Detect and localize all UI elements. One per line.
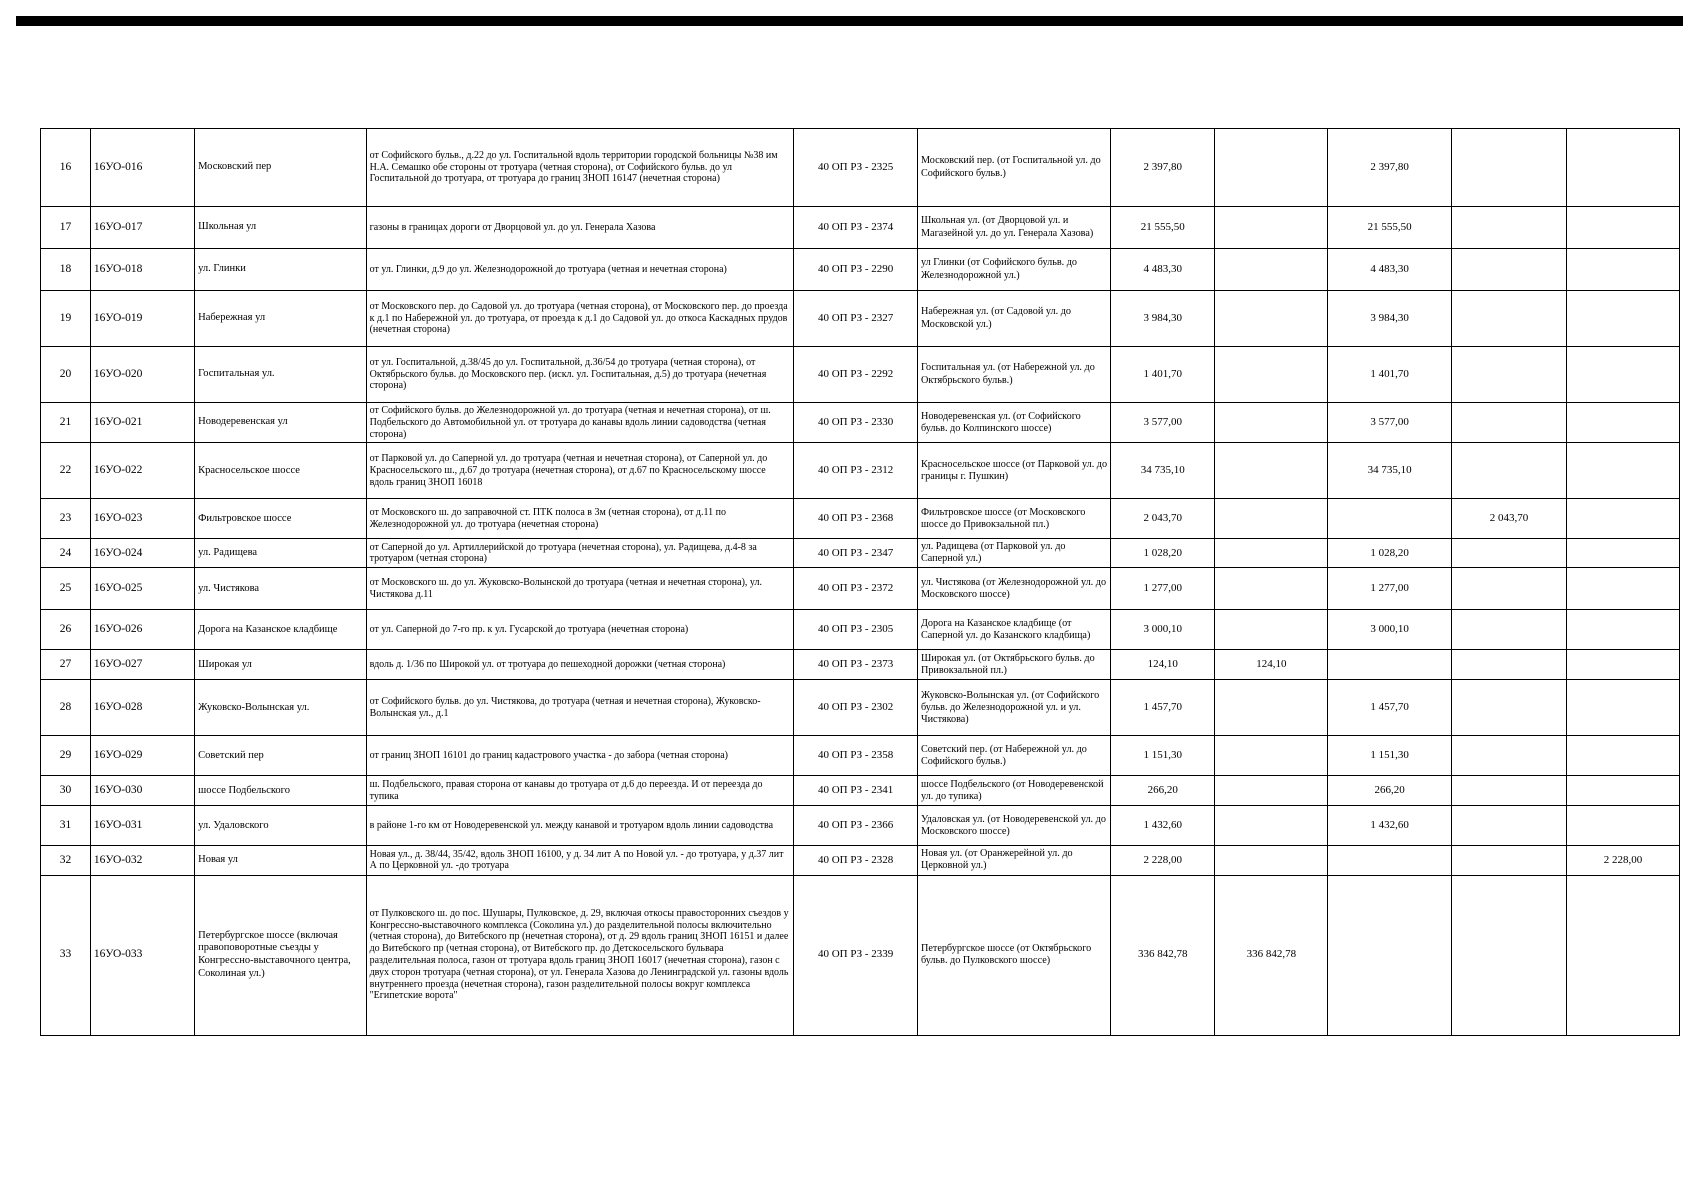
cell-desc: от ул. Госпитальной, д.38/45 до ул. Госпитальной, д.36/54 до тротуара (четная сторона), от Октябрьского бульв. до Московского пер. (искл. ул. Госпитальная, д.5) до тротуара (нечетная сторона) [366, 347, 794, 403]
cell-desc: ш. Подбельского, правая сторона от канавы до тротуара от д.6 до переезда. И от переезда до тупика [366, 776, 794, 806]
cell-reg: 40 ОП РЗ - 2373 [794, 650, 918, 680]
cell-v4 [1567, 736, 1680, 776]
cell-name: Жуковско-Волынская ул. [195, 680, 366, 736]
cell-v2: 1 401,70 [1328, 347, 1452, 403]
cell-num: 25 [41, 568, 91, 610]
cell-total: 266,20 [1111, 776, 1215, 806]
cell-name: ул. Радищева [195, 539, 366, 568]
cell-reg: 40 ОП РЗ - 2312 [794, 443, 918, 499]
cell-v1 [1215, 443, 1328, 499]
cell-v4 [1567, 568, 1680, 610]
cell-num: 21 [41, 403, 91, 443]
cell-v1 [1215, 846, 1328, 875]
cell-desc: от ул. Глинки, д.9 до ул. Железнодорожной до тротуара (четная и нечетная сторона) [366, 249, 794, 291]
cell-desc: Новая ул., д. 38/44, 35/42, вдоль ЗНОП 16100, у д. 34 лит А по Новой ул. - до тротуара, у д.37 лит А по Церковной ул. -до тротуара [366, 846, 794, 875]
cell-reg: 40 ОП РЗ - 2330 [794, 403, 918, 443]
cell-v4 [1567, 291, 1680, 347]
cell-extent: Набережная ул. (от Садовой ул. до Московской ул.) [917, 291, 1110, 347]
cell-extent: Жуковско-Волынская ул. (от Софийского бульв. до Железнодорожной ул. и ул. Чистякова) [917, 680, 1110, 736]
table-row [41, 291, 1680, 347]
cell-v3 [1451, 291, 1566, 347]
cell-code: 16УО-016 [90, 129, 194, 207]
cell-v1 [1215, 736, 1328, 776]
cell-extent: ул. Радищева (от Парковой ул. до Саперной ул.) [917, 539, 1110, 568]
cell-num: 33 [41, 875, 91, 1035]
cell-v1 [1215, 129, 1328, 207]
cell-code: 16УО-032 [90, 846, 194, 875]
cell-v2: 2 397,80 [1328, 129, 1452, 207]
cell-v4 [1567, 875, 1680, 1035]
cell-desc: вдоль д. 1/36 по Широкой ул. от тротуара до пешеходной дорожки (четная сторона) [366, 650, 794, 680]
cell-num: 30 [41, 776, 91, 806]
cell-num: 23 [41, 499, 91, 539]
cell-code: 16УО-030 [90, 776, 194, 806]
cell-desc: от Московского ш. до ул. Жуковско-Волынской до тротуара (четная и нечетная сторона), ул. Чистякова д.11 [366, 568, 794, 610]
cell-extent: Петербургское шоссе (от Октябрьского бульв. до Пулковского шоссе) [917, 875, 1110, 1035]
cell-name: Госпитальная ул. [195, 347, 366, 403]
cell-desc: от Софийского бульв. до ул. Чистякова, до тротуара (четная и нечетная сторона), Жуковско-Волынская ул., д.1 [366, 680, 794, 736]
cell-num: 22 [41, 443, 91, 499]
cell-total: 2 397,80 [1111, 129, 1215, 207]
cell-v2: 4 483,30 [1328, 249, 1452, 291]
cell-reg: 40 ОП РЗ - 2327 [794, 291, 918, 347]
cell-v4 [1567, 806, 1680, 846]
cell-v4 [1567, 443, 1680, 499]
cell-name: Набережная ул [195, 291, 366, 347]
cell-total: 1 432,60 [1111, 806, 1215, 846]
cell-reg: 40 ОП РЗ - 2325 [794, 129, 918, 207]
cell-v4 [1567, 650, 1680, 680]
cell-num: 28 [41, 680, 91, 736]
cell-total: 1 277,00 [1111, 568, 1215, 610]
cell-desc: от Софийского бульв., д.22 до ул. Госпитальной вдоль территории городской больницы №38 им Н.А. Семашко обе стороны от тротуара (четная сторона), от Софийского бульв. до ул Госпитальной до тротуара, от тротуара до границ ЗНОП 16147 (нечетная сторона) [366, 129, 794, 207]
cell-num: 20 [41, 347, 91, 403]
cell-v3 [1451, 610, 1566, 650]
cell-v4 [1567, 347, 1680, 403]
cell-code: 16УО-021 [90, 403, 194, 443]
cell-v1 [1215, 347, 1328, 403]
cell-v1 [1215, 776, 1328, 806]
cell-num: 29 [41, 736, 91, 776]
cell-code: 16УО-031 [90, 806, 194, 846]
cell-extent: Дорога на Казанское кладбище (от Саперной ул. до Казанского кладбища) [917, 610, 1110, 650]
cell-v2: 1 028,20 [1328, 539, 1452, 568]
table-row [41, 347, 1680, 403]
cell-extent: ул Глинки (от Софийского бульв. до Железнодорожной ул.) [917, 249, 1110, 291]
cell-v4 [1567, 680, 1680, 736]
table-row [41, 207, 1680, 249]
cell-v2 [1328, 650, 1452, 680]
cell-reg: 40 ОП РЗ - 2358 [794, 736, 918, 776]
cell-total: 1 401,70 [1111, 347, 1215, 403]
cell-name: Московский пер [195, 129, 366, 207]
cell-total: 124,10 [1111, 650, 1215, 680]
cell-total: 34 735,10 [1111, 443, 1215, 499]
table-row [41, 806, 1680, 846]
cell-reg: 40 ОП РЗ - 2368 [794, 499, 918, 539]
cell-v4 [1567, 249, 1680, 291]
cell-extent: Широкая ул. (от Октябрьского бульв. до Привокзальной пл.) [917, 650, 1110, 680]
cell-desc: от Парковой ул. до Саперной ул. до тротуара (четная и нечетная сторона), от Саперной ул. до Красносельского ш., д.67 до тротуара (нечетная сторона), от д.67 по Красносельскому шоссе вдоль границ ЗНОП 16018 [366, 443, 794, 499]
table-row [41, 610, 1680, 650]
cell-v4 [1567, 403, 1680, 443]
cell-code: 16УО-020 [90, 347, 194, 403]
cell-extent: Московский пер. (от Госпитальной ул. до Софийского бульв.) [917, 129, 1110, 207]
cell-v4 [1567, 539, 1680, 568]
cell-desc: от Пулковского ш. до пос. Шушары, Пулковское, д. 29, включая откосы правосторонних съездов у Конгрессно-выставочного комплекса (Соколина ул.) до разделительной полосы включительно (четная сторона), до Витебского пр (нечетная сторона), от д. 29 вдоль границ ЗНОП 16151 и далее до Витебского пр (четная сторона), от Витебского пр. до Детскосельского бульвара разделительная полоса, газон от тротуара вдоль границ ЗНОП 16017 (нечетная сторона), газон с двух сторон тротуара (четная сторона), от ул. Генерала Хазова до Ленинградской ул. газоны вдоль внутреннего проезда (нечетная сторона), газон разделительной полосы вокруг комплекса "Египетские ворота" [366, 875, 794, 1035]
cell-v3 [1451, 650, 1566, 680]
cell-total: 2 043,70 [1111, 499, 1215, 539]
table-body [41, 129, 1680, 1036]
cell-desc: газоны в границах дороги от Дворцовой ул. до ул. Генерала Хазова [366, 207, 794, 249]
cell-v3 [1451, 443, 1566, 499]
cell-code: 16УО-017 [90, 207, 194, 249]
cell-name: шоссе Подбельского [195, 776, 366, 806]
cell-code: 16УО-027 [90, 650, 194, 680]
cell-extent: Новодеревенская ул. (от Софийского бульв. до Колпинского шоссе) [917, 403, 1110, 443]
cell-code: 16УО-023 [90, 499, 194, 539]
cell-reg: 40 ОП РЗ - 2290 [794, 249, 918, 291]
scan-top-border [16, 16, 1683, 26]
cell-code: 16УО-018 [90, 249, 194, 291]
cell-reg: 40 ОП РЗ - 2374 [794, 207, 918, 249]
cell-extent: ул. Чистякова (от Железнодорожной ул. до Московского шоссе) [917, 568, 1110, 610]
cell-reg: 40 ОП РЗ - 2292 [794, 347, 918, 403]
cell-desc: от ул. Саперной до 7-го пр. к ул. Гусарской до тротуара (нечетная сторона) [366, 610, 794, 650]
cell-v3 [1451, 207, 1566, 249]
cell-name: Новодеревенская ул [195, 403, 366, 443]
table-row [41, 846, 1680, 875]
cell-num: 31 [41, 806, 91, 846]
cell-v2: 1 457,70 [1328, 680, 1452, 736]
cell-v3 [1451, 129, 1566, 207]
cell-extent: шоссе Подбельского (от Новодеревенской ул. до тупика) [917, 776, 1110, 806]
cell-v2: 3 000,10 [1328, 610, 1452, 650]
cell-v2: 1 432,60 [1328, 806, 1452, 846]
cell-extent: Советский пер. (от Набережной ул. до Софийского бульв.) [917, 736, 1110, 776]
cell-name: Дорога на Казанское кладбище [195, 610, 366, 650]
table-row [41, 539, 1680, 568]
cell-v3 [1451, 403, 1566, 443]
cell-reg: 40 ОП РЗ - 2347 [794, 539, 918, 568]
cell-v4 [1567, 610, 1680, 650]
table-row [41, 403, 1680, 443]
cell-extent: Красносельское шоссе (от Парковой ул. до границы г. Пушкин) [917, 443, 1110, 499]
cell-v1: 336 842,78 [1215, 875, 1328, 1035]
cell-code: 16УО-026 [90, 610, 194, 650]
cell-reg: 40 ОП РЗ - 2305 [794, 610, 918, 650]
cell-v1 [1215, 207, 1328, 249]
cell-desc: от Московского пер. до Садовой ул. до тротуара (четная сторона), от Московского пер. до проезда к д.1 по Набережной ул. до тротуара, от проезда к д.1 до Садовой ул. до откоса Каскадных прудов (нечетная сторона) [366, 291, 794, 347]
cell-v3 [1451, 846, 1566, 875]
cell-extent: Госпитальная ул. (от Набережной ул. до Октябрьского бульв.) [917, 347, 1110, 403]
cell-desc: от Московского ш. до заправочной ст. ПТК полоса в 3м (четная сторона), от д.11 по Железнодорожной ул. до тротуара (нечетная сторона) [366, 499, 794, 539]
cell-name: Широкая ул [195, 650, 366, 680]
cell-total: 1 457,70 [1111, 680, 1215, 736]
cell-name: Школьная ул [195, 207, 366, 249]
cell-num: 26 [41, 610, 91, 650]
cell-reg: 40 ОП РЗ - 2366 [794, 806, 918, 846]
cell-total: 21 555,50 [1111, 207, 1215, 249]
cell-v2: 3 984,30 [1328, 291, 1452, 347]
cell-v4 [1567, 499, 1680, 539]
cell-v3 [1451, 736, 1566, 776]
table-row [41, 875, 1680, 1035]
cell-desc: от Софийского бульв. до Железнодорожной ул. до тротуара (четная и нечетная сторона), от ш. Подбельского до Автомобильной ул. от тротуара до канавы вдоль линии садоводства (четная сторона) [366, 403, 794, 443]
cell-v4 [1567, 776, 1680, 806]
table-row [41, 650, 1680, 680]
cell-num: 32 [41, 846, 91, 875]
cell-v3 [1451, 568, 1566, 610]
cell-v3 [1451, 806, 1566, 846]
cell-num: 27 [41, 650, 91, 680]
table-row [41, 736, 1680, 776]
cell-extent: Удаловская ул. (от Новодеревенской ул. до Московского шоссе) [917, 806, 1110, 846]
cell-code: 16УО-025 [90, 568, 194, 610]
cell-desc: в районе 1-го км от Новодеревенской ул. между канавой и тротуаром вдоль линии садоводства [366, 806, 794, 846]
cell-total: 336 842,78 [1111, 875, 1215, 1035]
cell-v3 [1451, 347, 1566, 403]
cell-v3: 2 043,70 [1451, 499, 1566, 539]
register-table [40, 128, 1680, 1036]
cell-desc: от Саперной до ул. Артиллерийской до тротуара (нечетная сторона), ул. Радищева, д.4-8 за тротуаром (четная сторона) [366, 539, 794, 568]
cell-v2 [1328, 875, 1452, 1035]
cell-v2 [1328, 846, 1452, 875]
cell-v2: 266,20 [1328, 776, 1452, 806]
cell-reg: 40 ОП РЗ - 2328 [794, 846, 918, 875]
cell-v2: 34 735,10 [1328, 443, 1452, 499]
cell-total: 3 577,00 [1111, 403, 1215, 443]
cell-extent: Школьная ул. (от Дворцовой ул. и Магазейной ул. до ул. Генерала Хазова) [917, 207, 1110, 249]
cell-name: Петербургское шоссе (включая правоповоротные съезды у Конгрессно-выставочного центра, Соколиная ул.) [195, 875, 366, 1035]
cell-v1 [1215, 610, 1328, 650]
cell-desc: от границ ЗНОП 16101 до границ кадастрового участка - до забора (четная сторона) [366, 736, 794, 776]
cell-extent: Фильтровское шоссе (от Московского шоссе до Привокзальной пл.) [917, 499, 1110, 539]
cell-num: 17 [41, 207, 91, 249]
cell-v1 [1215, 291, 1328, 347]
table-row [41, 776, 1680, 806]
cell-num: 24 [41, 539, 91, 568]
cell-name: Красносельское шоссе [195, 443, 366, 499]
cell-reg: 40 ОП РЗ - 2372 [794, 568, 918, 610]
cell-v1 [1215, 249, 1328, 291]
cell-num: 18 [41, 249, 91, 291]
cell-v2: 1 277,00 [1328, 568, 1452, 610]
cell-total: 2 228,00 [1111, 846, 1215, 875]
cell-total: 1 151,30 [1111, 736, 1215, 776]
cell-v2: 21 555,50 [1328, 207, 1452, 249]
cell-v3 [1451, 539, 1566, 568]
cell-v4 [1567, 207, 1680, 249]
cell-name: ул. Глинки [195, 249, 366, 291]
cell-v3 [1451, 249, 1566, 291]
cell-extent: Новая ул. (от Оранжерейной ул. до Церковной ул.) [917, 846, 1110, 875]
cell-total: 1 028,20 [1111, 539, 1215, 568]
cell-name: ул. Удаловского [195, 806, 366, 846]
cell-v3 [1451, 680, 1566, 736]
cell-v1 [1215, 806, 1328, 846]
table-row [41, 499, 1680, 539]
cell-v3 [1451, 776, 1566, 806]
cell-code: 16УО-024 [90, 539, 194, 568]
cell-v1 [1215, 539, 1328, 568]
cell-name: Фильтровское шоссе [195, 499, 366, 539]
cell-v4: 2 228,00 [1567, 846, 1680, 875]
cell-code: 16УО-028 [90, 680, 194, 736]
cell-reg: 40 ОП РЗ - 2341 [794, 776, 918, 806]
cell-total: 3 000,10 [1111, 610, 1215, 650]
cell-name: ул. Чистякова [195, 568, 366, 610]
cell-reg: 40 ОП РЗ - 2339 [794, 875, 918, 1035]
cell-v1 [1215, 680, 1328, 736]
cell-v2: 1 151,30 [1328, 736, 1452, 776]
cell-v2: 3 577,00 [1328, 403, 1452, 443]
cell-total: 3 984,30 [1111, 291, 1215, 347]
cell-name: Советский пер [195, 736, 366, 776]
table-row [41, 443, 1680, 499]
cell-v1 [1215, 568, 1328, 610]
cell-total: 4 483,30 [1111, 249, 1215, 291]
cell-v4 [1567, 129, 1680, 207]
cell-name: Новая ул [195, 846, 366, 875]
cell-v1: 124,10 [1215, 650, 1328, 680]
table-row [41, 680, 1680, 736]
table-row [41, 249, 1680, 291]
cell-num: 19 [41, 291, 91, 347]
cell-v1 [1215, 403, 1328, 443]
cell-reg: 40 ОП РЗ - 2302 [794, 680, 918, 736]
cell-v2 [1328, 499, 1452, 539]
cell-v3 [1451, 875, 1566, 1035]
table-row [41, 129, 1680, 207]
cell-code: 16УО-022 [90, 443, 194, 499]
cell-v1 [1215, 499, 1328, 539]
cell-code: 16УО-033 [90, 875, 194, 1035]
cell-num: 16 [41, 129, 91, 207]
table-row [41, 568, 1680, 610]
cell-code: 16УО-029 [90, 736, 194, 776]
cell-code: 16УО-019 [90, 291, 194, 347]
